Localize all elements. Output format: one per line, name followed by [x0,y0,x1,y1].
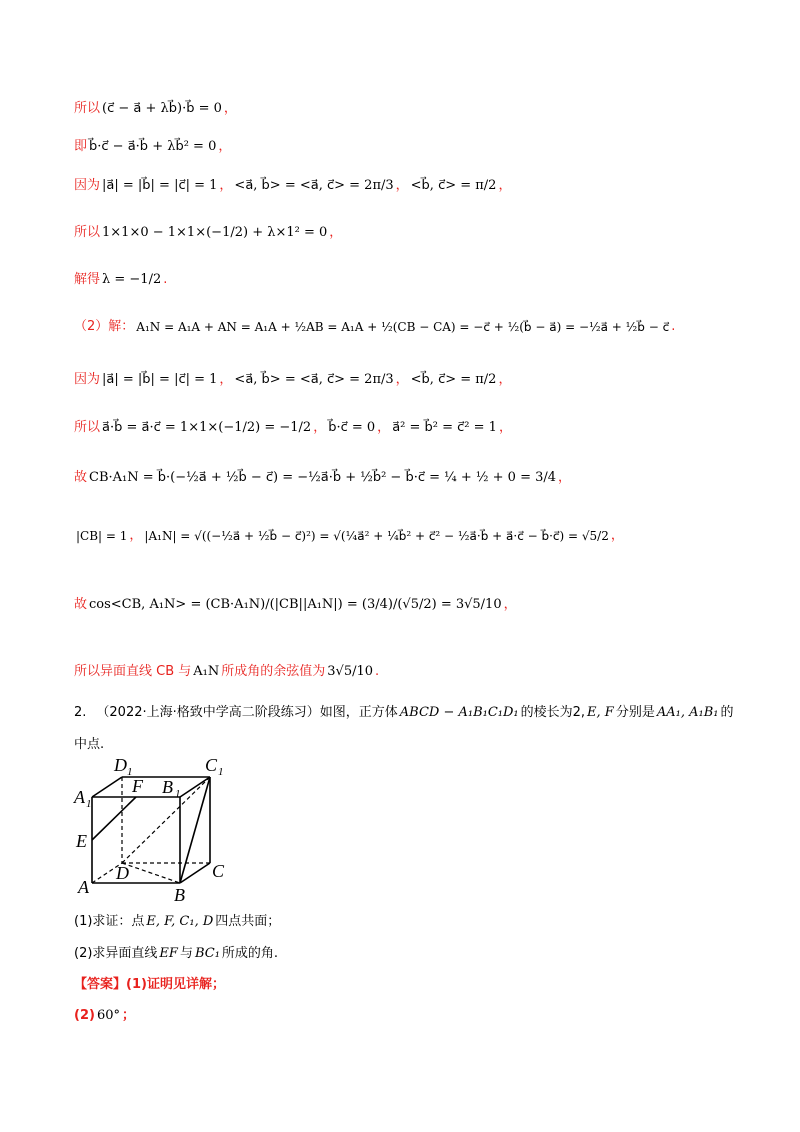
label-subscript: 1 [175,788,181,800]
text-suffix: ， [498,420,512,435]
math-expression: (c⃗ − a⃗ + λb⃗)·b⃗ = 0 [102,101,222,116]
answer-line-1 [74,977,760,993]
solution-line-8 [74,420,760,436]
answer-tag: 【答案】 [74,977,127,992]
solution-line-6 [74,319,760,335]
math-expression: E, F, C₁, D [146,914,214,929]
math-expression: <b⃗, c⃗> = π/2 [410,372,497,387]
text-suffix: ， [498,178,512,193]
problem-text: 中点. [74,737,105,752]
question-2 [74,946,760,962]
math-expression: b⃗·c⃗ − a⃗·b⃗ + λb⃗² = 0 [89,139,217,154]
question-text: 四点共面； [215,914,281,929]
text-prefix: 故 [74,470,88,485]
math-expression: |a⃗| = |b⃗| = |c⃗| = 1 [102,372,218,387]
text-separator: ， [129,528,143,543]
math-expression: |A₁N| = √((−½a⃗ + ½b⃗ − c⃗)²) = √(¼a⃗² + ¼b⃗² + c⃗² − ½a⃗·b⃗ + a⃗·c⃗ − b⃗·c⃗) = √5/2 [144,528,609,543]
math-expression: 1×1×0 − 1×1×(−1/2) + λ×1² = 0 [102,225,328,240]
math-expression: ABCD − A₁B₁C₁D₁ [399,705,519,720]
text-separator: ， [395,178,409,193]
text-separator: ， [219,372,233,387]
math-expression: A₁N = A₁A + AN = A₁A + ½AB = A₁A + ½(CB − CA) = −c⃗ + ½(b⃗ − a⃗) = −½a⃗ + ½b⃗ − c⃗ [136,319,670,334]
text-suffix: ， [503,597,517,612]
text-middle: 所成角的余弦值为 [221,664,326,679]
text-prefix: 即 [74,139,88,154]
math-expression: λ = −1/2 [102,272,162,287]
solution-line-5 [74,272,760,288]
problem-text: 的棱长为2, [520,705,586,720]
label-subscript: 1 [127,766,133,778]
text-suffix: ， [329,225,343,240]
text-prefix: 因为 [74,372,101,387]
math-expression: E, F [587,705,614,720]
solution-line-7 [74,372,760,388]
math-expression: <a⃗, b⃗> = <a⃗, c⃗> = 2π/3 [234,178,394,193]
math-expression: <a⃗, b⃗> = <a⃗, c⃗> = 2π/3 [234,372,394,387]
answer-text: (1)证明见详解； [126,977,225,992]
text-prefix: 所以 [74,101,101,116]
math-expression: EF [159,946,178,961]
math-expression: CB·A₁N = b⃗·(−½a⃗ + ½b⃗ − c⃗) = −½a⃗·b⃗ + ½b⃗² − b⃗·c⃗ = ¼ + ½ + 0 = 3/4 [89,470,557,485]
math-expression: a⃗² = b⃗² = c⃗² = 1 [392,420,497,435]
cube-edge [92,777,122,797]
problem-text: 的 [720,705,734,720]
text-separator: ， [313,420,327,435]
label-a1: A [74,787,85,807]
math-expression: cos<CB, A₁N> = (CB·A₁N)/(|CB||A₁N|) = (3/4)/(√5/2) = 3√5/10 [89,597,502,612]
answer-line-2 [74,1008,760,1024]
label-b1: B [162,777,173,797]
text-prefix: 所以异面直线 CB 与 [74,664,192,679]
text-prefix: 所以 [74,225,101,240]
label-c1: C [205,755,218,775]
label-d: D [116,863,129,883]
solution-line-2 [74,139,760,155]
solution-line-12 [74,664,760,680]
solution-line-1 [74,101,760,117]
answer-text: ； [121,1008,135,1023]
problem-number: 2. [74,705,87,720]
solution-line-11 [74,597,760,613]
diagonal-db [122,863,180,883]
solution-line-4 [74,225,760,241]
text-suffix: . [375,664,380,679]
math-expression: a⃗·b⃗ = a⃗·c⃗ = 1×1×(−1/2) = −1/2 [102,420,312,435]
text-prefix: （2）解： [74,319,135,334]
answer-text: (2) [74,1008,95,1023]
math-expression: <b⃗, c⃗> = π/2 [410,178,497,193]
text-prefix: 解得 [74,272,101,287]
problem-text: 分别是 [615,705,655,720]
cube-figure [72,755,242,905]
problem-2-statement-cont [74,737,760,753]
text-suffix: ， [218,139,232,154]
problem-2-statement [74,705,760,721]
label-subscript: 1 [218,766,224,778]
label-f: F [132,776,143,796]
question-1 [74,914,760,930]
text-prefix: 因为 [74,178,101,193]
text-separator: ， [377,420,391,435]
text-prefix: 故 [74,597,88,612]
text-suffix: . [671,319,676,334]
text-separator: ， [395,372,409,387]
math-expression: b⃗·c⃗ = 0 [328,420,376,435]
math-expression: BC₁ [194,946,220,961]
label-c: C [212,861,225,881]
math-expression: |CB| = 1 [76,528,128,543]
text-suffix: ， [223,101,237,116]
text-suffix: ， [558,470,572,485]
segment-bc1 [180,777,210,883]
solution-line-9 [74,470,760,486]
text-separator: ， [219,178,233,193]
label-b: B [174,885,185,905]
label-e: E [76,831,87,851]
question-text: (1)求证：点 [74,914,145,929]
math-expression: 3√5/10 [327,664,374,679]
segment-ef [92,797,136,840]
text-prefix: 所以 [74,420,101,435]
solution-line-10 [74,528,760,544]
text-suffix: ， [498,372,512,387]
math-expression: 60° [96,1008,120,1023]
solution-line-3 [74,178,760,194]
math-expression: |a⃗| = |b⃗| = |c⃗| = 1 [102,178,218,193]
text-suffix: . [163,272,168,287]
math-expression: A₁N [193,664,220,679]
question-text: 与 [179,946,193,961]
label-subscript: 1 [86,798,92,810]
text-suffix: ， [610,528,624,543]
math-expression: AA₁, A₁B₁ [656,705,719,720]
question-text: 所成的角. [221,946,279,961]
label-d1: D [114,755,127,775]
label-a: A [78,877,89,897]
question-text: (2)求异面直线 [74,946,158,961]
problem-source: （2022·上海·格致中学高二阶段练习）如图，正方体 [96,705,398,720]
